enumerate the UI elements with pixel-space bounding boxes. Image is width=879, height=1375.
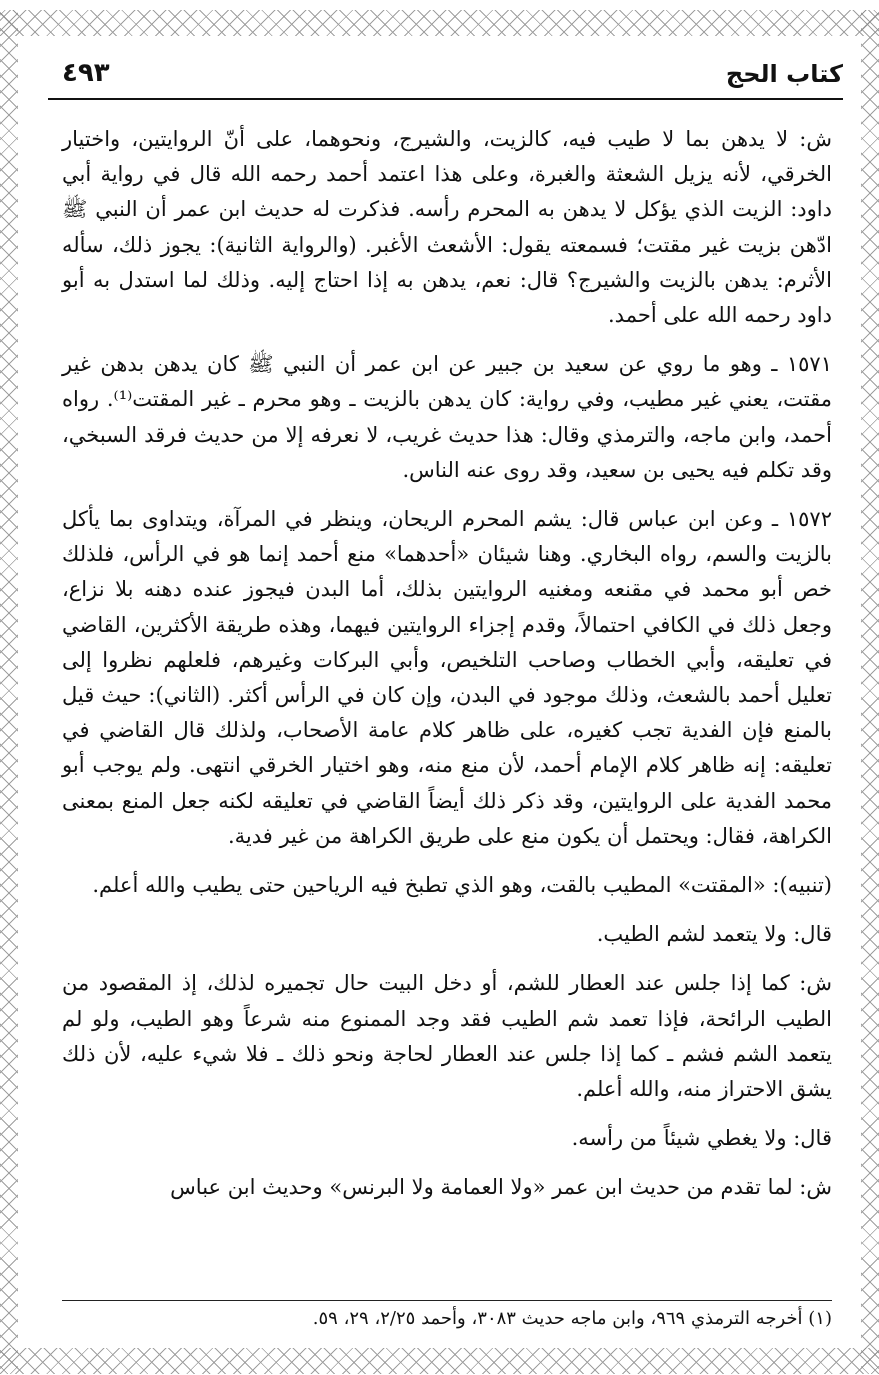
decorative-border-left xyxy=(0,10,18,1374)
paragraph: ش: لا يدهن بما لا طيب فيه، كالزيت، والشيرج، ونحوهما، على أنّ الروايتين، واختيار الخرقي، لأنه يزيل الشعثة والغبرة، وعلى هذا اعتمد أحمد رحمه الله قال في رواية أبي داود: الزيت الذي يؤكل لا يدهن به المحرم رأسه. فذكرت له حديث ابن عمر أن النبي ﷺ ادّهن بزيت غير مقتت؛ فسمعته يقول: الأشعث الأغبر. (والرواية الثانية): يجوز ذلك، سأله الأثرم: يدهن بالزيت والشيرج؟ قال: نعم، يدهن به إذا احتاج إليه. وذلك لما استدل به أبو داود رحمه الله على أحمد. xyxy=(62,127,832,328)
decorative-border-bottom xyxy=(0,1348,879,1374)
paragraph: ١٥٧٢ ـ وعن ابن عباس قال: يشم المحرم الريحان، وينظر في المرآة، ويتداوى بما يأكل بالزيت والسم، رواه البخاري. وهنا شيئان «أحدهما» منع أحمد إنما هو في الرأس، فلذلك خص أبو محمد في مقنعه ومغنيه الروايتين بذلك، أما البدن فيجوز عنده دهنه بلا نزاع، وجعل ذلك في الكافي احتمالاً، وقدم إجزاء الروايتين فيهما، وهذه طريقة الأكثرين، القاضي في تعليقه، وأبي الخطاب وصاحب التلخيص، وأبي البركات وغيرهم، فلعلهم نظروا إلى تعليل أحمد بالشعث، وذلك موجود في البدن، وإن كان في الرأس أكثر. (الثاني): حيث قيل بالمنع فإن الفدية تجب كغيره، على ظاهر كلام عامة الأصحاب، ولذلك قال القاضي في تعليقه: إنه ظاهر كلام الإمام أحمد، لأن منع منه، وهو اختيار الخرقي انتهى. ولم يوجب أبو محمد الفدية على الروايتين، وقد ذكر ذلك أيضاً القاضي في تعليقه لكنه جعل المنع بمعنى الكراهة، فقال: ويحتمل أن يكون منع على طريق الكراهة من غير فدية. xyxy=(62,507,832,848)
paragraph: ١٥٧١ ـ وهو ما روي عن سعيد بن جبير عن ابن عمر أن النبي ﷺ كان يدهن بدهن غير مقتت، يعني غير مطيب، وفي رواية: كان يدهن بالزيت ـ وهو محرم ـ غير المقتت⁽¹⁾. رواه أحمد، وابن ماجه، والترمذي وقال: هذا حديث غريب، لا نعرفه إلا من حديث فرقد السبخي، وقد تكلم فيه يحيى بن سعيد، وقد روى عنه الناس. xyxy=(62,352,832,482)
page-number: ٤٩٣ xyxy=(62,58,110,88)
book-title: كتاب الحج xyxy=(725,60,843,88)
decorative-border-right xyxy=(861,10,879,1374)
paragraph: قال: ولا يتعمد لشم الطيب. xyxy=(596,922,832,947)
decorative-border-top xyxy=(0,10,879,36)
page-header xyxy=(48,52,843,100)
paragraph: ش: كما إذا جلس عند العطار للشم، أو دخل البيت حال تجميره لذلك، إذ المقصود من الطيب الرائحة، فإذا تعمد شم الطيب فقد وجد الممنوع منه شرعاً وهو الطيب، ولو لم يتعمد الشم فشم ـ كما إذا جلس عند العطار لحاجة ونحو ذلك ـ فلا شيء عليه، لأن ذلك يشق الاحتراز منه، والله أعلم. xyxy=(62,971,832,1102)
paragraph: ش: لما تقدم من حديث ابن عمر «ولا العمامة ولا البرنس» وحديث ابن عباس xyxy=(170,1175,832,1200)
footnote-divider xyxy=(62,1300,832,1301)
paragraph: قال: ولا يغطي شيئاً من رأسه. xyxy=(571,1126,832,1151)
paragraph: (تنبيه): «المقتت» المطيب بالقت، وهو الذي تطبخ فيه الرياحين حتى يطيب والله أعلم. xyxy=(92,873,832,898)
footnote: (١) أخرجه الترمذي ٩٦٩، وابن ماجه حديث ٣٠٨٣، وأحمد ٢/٢٥، ٢٩، ٥٩. xyxy=(312,1308,832,1329)
main-text xyxy=(62,122,832,1297)
